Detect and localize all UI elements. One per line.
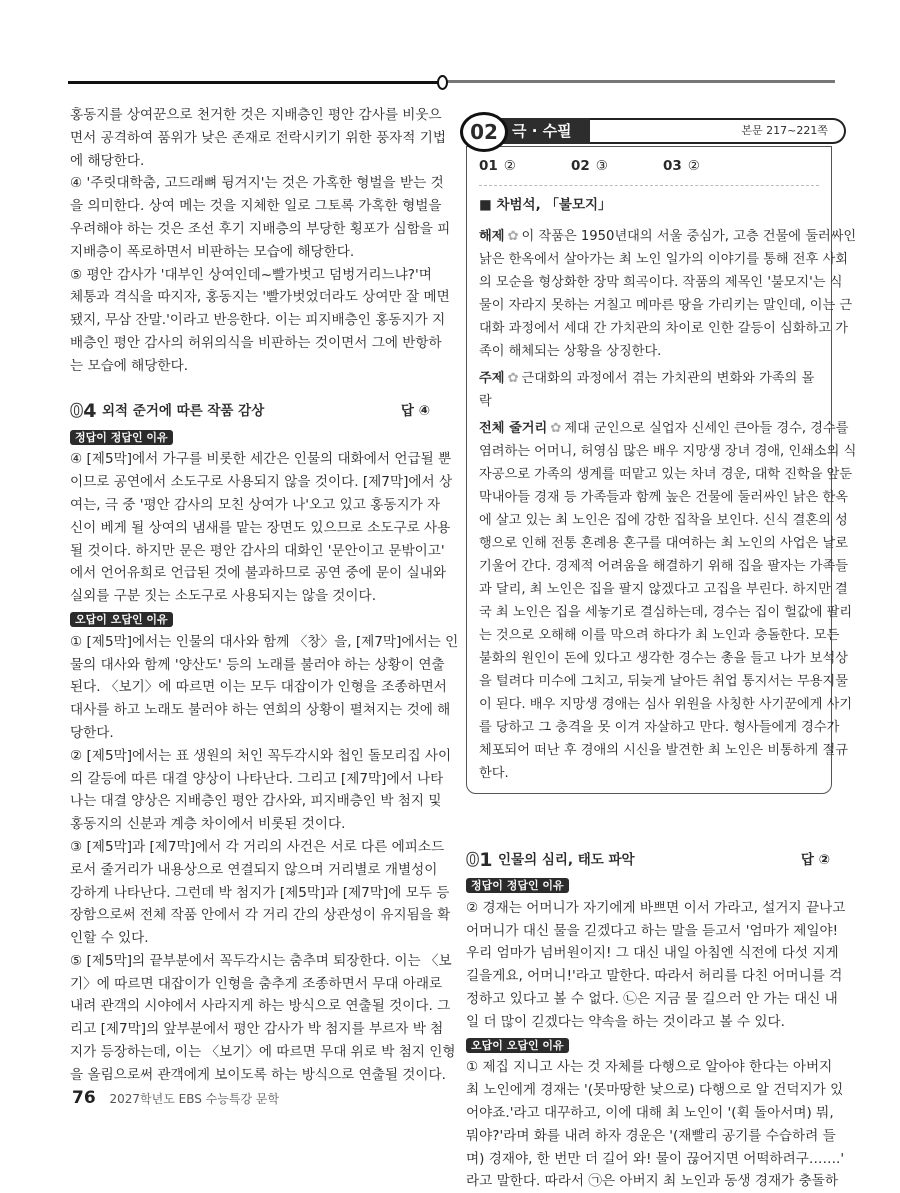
page-number: 76 <box>72 1088 96 1108</box>
text-line <box>479 486 848 509</box>
text-line <box>479 693 853 716</box>
line-text: 물의 대사와 함께 '양산도' 등의 노래를 불러야 하는 상황이 연출 <box>70 656 445 673</box>
question-heading-04 <box>70 398 430 426</box>
text-line <box>479 670 848 693</box>
line-text: 에서 언어유희로 언급된 것에 불과하므로 공연 중에 문이 실내와 <box>70 565 446 582</box>
question-title: 외적 준거에 따른 작품 감상 <box>102 403 265 420</box>
text-line <box>70 195 442 218</box>
line-text: 뭐야?'라며 화를 내려 하자 경운은 '(재빨리 공기를 수습하려 들 <box>466 1127 836 1144</box>
right-column <box>466 116 857 1193</box>
line-text: 일 더 많이 긷겠다는 약속을 하는 것이라고 볼 수 있다. <box>466 1013 785 1030</box>
answer-item <box>479 155 571 178</box>
text-line <box>466 1170 838 1193</box>
text-line <box>70 494 441 517</box>
text-line <box>466 942 839 965</box>
line-text: 자공으로 가족의 생계를 떠맡고 있는 차녀 경운, 대학 진학을 앞둔 <box>479 467 853 482</box>
line-text: 을 의미한다. 상여 메는 것을 지체한 일로 그토록 가혹한 형벌을 <box>70 198 442 215</box>
text-line <box>479 340 819 363</box>
line-text: 장함으로써 전체 작품 안에서 각 거리 간의 상관성이 유지됨을 확 <box>70 907 451 924</box>
line-text: ② [제5막]에서는 표 생원의 처인 꼭두각시와 첩인 돌모리집 사이 <box>70 747 452 764</box>
answer-question-number: 02 <box>571 157 590 174</box>
line-text: 배층인 평안 감사의 허위의식을 비판하는 것이면서 그에 반항하 <box>70 334 442 351</box>
line-text: 리고 [제7막]의 앞부분에서 평안 감사가 박 첨지를 부르자 박 첨 <box>70 1021 444 1038</box>
text-line <box>466 1056 833 1079</box>
line-text: 에 해당한다. <box>70 152 145 169</box>
correct-reason-badge: 정답이 정답인 이유 <box>70 430 173 445</box>
text-line <box>466 1102 834 1125</box>
line-text: 체통과 격식을 따지자, 홍동지는 '빨가벗었더라도 상여만 잘 메면 <box>70 289 450 306</box>
top-rule-right <box>446 80 835 83</box>
text-line <box>70 540 445 563</box>
theme <box>479 367 819 413</box>
summary-box <box>466 146 857 794</box>
answer-choice: ② <box>503 157 516 174</box>
text-line <box>466 1148 845 1171</box>
section-number: 02 <box>460 112 508 152</box>
text-line <box>70 631 459 654</box>
text-line <box>70 585 430 608</box>
text-line <box>479 294 853 317</box>
line-text: ② 경재는 어머니가 자기에게 바쁘면 이서 가라고, 설거지 끝나고 <box>466 899 846 916</box>
line-text: 길을게요, 어머니!'라고 말한다. 따라서 허리를 다친 어머니를 걱 <box>466 968 843 985</box>
line-text: 실외를 구분 짓는 소도구로 사용되지는 않을 것이다. <box>70 588 377 605</box>
line-text: 우리 엄마가 넘버원이지! 그 대신 내일 아침엔 식전에 다섯 지게 <box>466 945 839 962</box>
gear-bullet-icon: ✿ <box>507 371 519 386</box>
answer-key <box>479 153 819 179</box>
line-text: 막내아들 경재 등 가족들과 함께 높은 건물에 둘러싸인 낡은 한옥 <box>479 490 848 505</box>
line-text: 면서 공격하여 품위가 낮은 존재로 전락시키기 위한 풍자적 기법 <box>70 129 446 146</box>
text-line <box>70 355 430 378</box>
text-line <box>70 699 451 722</box>
text-line <box>479 440 857 463</box>
text-line <box>466 1011 830 1034</box>
text-line <box>70 813 430 836</box>
text-line <box>70 973 443 996</box>
text-line <box>70 768 444 791</box>
line-text: 물이 자라지 못하는 거칠고 메마른 땅을 가리키는 말인데, 이는 근 <box>479 298 853 313</box>
line-text: 내려 관객의 시야에서 사라지게 하는 방식으로 연출될 것이다. 그 <box>70 998 451 1015</box>
text-line <box>70 127 446 150</box>
line-text: 홍동지의 신분과 계층 차이에서 비롯된 것이다. <box>70 816 346 833</box>
line-text: 족이 해체되는 상황을 상징한다. <box>479 344 662 359</box>
answer-label: 답 ④ <box>400 403 430 420</box>
line-text: 제대 군인으로 실업자 신세인 큰아들 경수, 경수를 <box>564 421 849 436</box>
line-text: 지배층이 폭로하면서 비판하는 모습에 해당한다. <box>70 243 355 260</box>
line-text: 기〉에 따르면 대잡이가 인형을 춤추게 조종하면서 무대 아래로 <box>70 975 443 992</box>
text-line <box>466 965 843 988</box>
text-line <box>70 332 442 355</box>
correct-reason-text <box>466 897 846 1034</box>
answer-choice: ② <box>687 157 700 174</box>
line-text: 라고 말한다. 따라서 ㉠은 아버지 최 노인과 동생 경재가 충돌하 <box>466 1173 838 1190</box>
answer-choice: ③ <box>595 157 608 174</box>
text-line <box>479 271 843 294</box>
line-text: 어머니가 대신 물을 긷겠다고 하는 말을 듣고서 '엄마가 제일야! <box>466 922 839 939</box>
text-line <box>479 716 840 739</box>
correct-reason-text <box>70 448 453 608</box>
text-line <box>70 904 451 927</box>
text-line <box>466 920 839 943</box>
text-line <box>70 471 453 494</box>
text-line <box>479 739 848 762</box>
line-text: ① 제집 지니고 사는 것 자체를 다행으로 알아야 한다는 아버지 <box>466 1059 833 1076</box>
correct-reason-badge: 정답이 정답인 이유 <box>466 878 569 893</box>
text-line <box>70 104 442 127</box>
wrong-reason-text <box>70 631 459 1087</box>
wrong-reason-text <box>466 1056 845 1193</box>
line-text: 과 달리, 최 노인은 집을 팔지 않겠다고 고집을 부린다. 하지만 결 <box>479 582 848 597</box>
line-text: ⑤ [제5막]의 끝부분에서 꼭두각시는 춤추며 퇴장한다. 이는 〈보 <box>70 952 452 969</box>
text-line <box>70 859 438 882</box>
commentary <box>479 225 857 363</box>
line-text: 최 노인에게 경재는 '(못마땅한 낯으로) 다행으로 알 건덕지가 있 <box>466 1082 844 1099</box>
text-line <box>70 722 430 745</box>
line-text: 는 모습에 해당한다. <box>70 357 189 374</box>
question-number: 01 <box>466 848 493 871</box>
line-text: 우려해야 하는 것은 조선 후기 지배층의 부당한 횡포가 심함을 피 <box>70 220 451 237</box>
text-line <box>70 1041 456 1064</box>
dashed-divider <box>479 185 819 186</box>
text-line <box>70 309 446 332</box>
answer-item <box>663 155 755 178</box>
text-line <box>479 647 848 670</box>
text-line <box>70 286 450 309</box>
plot-summary <box>479 417 857 785</box>
text-line <box>70 448 452 471</box>
line-text: 염려하는 어머니, 허영심 많은 배우 지망생 장녀 경애, 인쇄소의 식 <box>479 444 857 459</box>
text-line <box>70 241 430 264</box>
answer-label: 답 ② <box>800 851 830 868</box>
line-text: 체포되어 떠난 후 경애의 시신을 발견한 최 노인은 비통하게 절규 <box>479 743 848 758</box>
top-rule-left <box>68 81 441 84</box>
text-line <box>70 882 450 905</box>
text-line <box>70 927 430 950</box>
line-text: 행으로 인해 전통 혼례용 혼구를 대여하는 최 노인의 사업은 날로 <box>479 536 848 551</box>
line-text: 신이 베게 될 상여의 냄새를 맡는 장면도 있으므로 소도구로 사용 <box>70 519 451 536</box>
line-text: 될 것이다. 하지만 문은 평안 감사의 대화인 '문안이고 문밖이고' <box>70 542 445 559</box>
left-column <box>70 104 459 1087</box>
line-text: 됐지, 무삼 잔말.'이라고 반응한다. 이는 피지배층인 홍동지가 지 <box>70 312 446 329</box>
question-title: 인물의 심리, 태도 파악 <box>498 851 635 868</box>
text-line <box>70 517 451 540</box>
book-title: 2027학년도 EBS 수능특강 문학 <box>109 1092 280 1106</box>
line-text: 는 것으로 오해해 이를 막으려 하다가 최 노인과 충돌한다. 모든 <box>479 628 840 643</box>
answer-item <box>571 155 663 178</box>
line-text: 홍동지를 상여꾼으로 천거한 것은 지배층인 평안 감사를 비웃으 <box>70 107 442 123</box>
line-text: 에 살고 있는 최 노인은 집에 강한 집착을 보인다. 신식 결혼의 성 <box>479 513 848 528</box>
line-text: 여는, 극 중 '평안 감사의 모친 상여가 나'오고 있고 홍동지가 자 <box>70 496 441 513</box>
text-line <box>70 950 452 973</box>
text-line <box>479 225 857 248</box>
answer-question-number: 03 <box>663 157 682 174</box>
theme-text: 근대화의 과정에서 겪는 가치관의 변화와 가족의 몰락 <box>479 371 815 409</box>
text-line <box>70 562 446 585</box>
line-text: 을 올림으로써 관객에게 보이도록 하는 방식으로 연출될 것이다. <box>70 1066 446 1083</box>
section-header <box>466 116 830 146</box>
text-line <box>70 218 451 241</box>
line-text: 로서 줄거리가 내용상으로 연결되지 않으며 거리별로 개별성이 <box>70 861 438 878</box>
intro-text <box>70 104 451 378</box>
text-line <box>479 417 849 440</box>
text-line <box>479 578 848 601</box>
text-line <box>70 836 445 859</box>
question-heading-01 <box>466 846 830 874</box>
line-text: 대화 과정에서 세대 간 가치관의 차이로 인한 갈등이 심화하고 가 <box>479 321 848 336</box>
text-line <box>466 1079 844 1102</box>
line-text: 지가 등장하는데, 이는 〈보기〉에 따르면 무대 위로 박 첨지 인형 <box>70 1044 456 1061</box>
text-line <box>70 1064 446 1087</box>
line-text: 의 갈등에 따른 대결 양상이 나타난다. 그리고 [제7막]에서 나타 <box>70 770 444 787</box>
text-line <box>466 1125 836 1148</box>
answer-question-number: 01 <box>479 157 498 174</box>
text-line <box>479 601 853 624</box>
text-line <box>479 248 848 271</box>
text-line <box>479 555 848 578</box>
line-text: 인할 수 있다. <box>70 930 149 947</box>
text-line <box>70 1018 444 1041</box>
line-text: 낡은 한옥에서 살아가는 최 노인 일가의 이야기를 통해 전후 사회 <box>479 252 848 267</box>
line-text: ③ [제5막]과 [제7막]에서 각 거리의 사건은 서로 다른 에피소드 <box>70 838 445 855</box>
line-text: 한다. <box>479 766 509 781</box>
text-line <box>479 317 848 340</box>
line-text: 며) 경재야, 한 번만 더 길어 와! 물이 끊어지면 어떡하려구…….' <box>466 1150 845 1167</box>
gear-bullet-icon: ✿ <box>507 229 519 244</box>
line-text: 의 모순을 형상화한 장막 희곡이다. 작품의 제목인 '불모지'는 식 <box>479 275 843 290</box>
line-text: 이 된다. 배우 지망생 경애는 심사 위원을 사칭한 사기꾼에게 사기 <box>479 697 853 712</box>
line-text: 강하게 나타난다. 그런데 박 첨지가 [제5막]과 [제7막]에 모두 등 <box>70 884 450 901</box>
label: 해제 <box>479 229 505 244</box>
text-line <box>70 790 442 813</box>
theme-label: 주제 <box>479 371 505 386</box>
text-line <box>70 995 451 1018</box>
text-line <box>70 745 452 768</box>
line-text: ⑤ 평안 감사가 '대부인 상여인데~빨가벗고 덤벙거리느냐?'며 <box>70 266 432 283</box>
line-text: 어야죠.'라고 대꾸하고, 이에 대해 최 노인이 '(휙 돌아서며) 뭐, <box>466 1104 834 1121</box>
line-text: 를 당하고 그 충격을 못 이겨 자살하고 만다. 형사들에게 경수가 <box>479 720 840 735</box>
text-line <box>466 988 838 1011</box>
section-title: 극 · 수필 <box>498 118 590 144</box>
wrong-reason-badge: 오답이 오답인 이유 <box>70 612 173 627</box>
line-text: 정하고 있다고 볼 수 없다. ㉡은 지금 물 길으러 안 가는 대신 내 <box>466 990 838 1007</box>
text-line <box>70 150 430 173</box>
page-reference: 본문 217~221쪽 <box>590 118 846 144</box>
text-line <box>479 463 853 486</box>
line-text: ④ [제5막]에서 가구를 비롯한 세간은 인물의 대화에서 언급될 뿐 <box>70 451 452 468</box>
text-line <box>70 172 444 195</box>
line-text: 대사를 하고 노래도 불러야 하는 연희의 상황이 펼쳐지는 것에 해 <box>70 702 451 719</box>
text-line <box>466 897 846 920</box>
text-line <box>479 624 840 647</box>
line-text: 나는 대결 양상은 지배층인 평안 감사와, 피지배층인 박 첨지 및 <box>70 793 442 810</box>
text-line <box>479 762 819 785</box>
line-text: 된다. 〈보기〉에 따르면 이는 모두 대잡이가 인형을 조종하면서 <box>70 679 447 696</box>
line-text: 이 작품은 1950년대의 서울 중심가, 고층 건물에 둘러싸인 <box>521 229 857 244</box>
line-text: 을 털려다 미수에 그치고, 뒤늦게 날아든 취업 통지서는 무용지물 <box>479 674 848 689</box>
question-number: 04 <box>70 400 97 423</box>
text-line <box>70 264 430 287</box>
text-line <box>479 532 848 555</box>
text-line <box>70 676 447 699</box>
gear-bullet-icon: ✿ <box>550 421 562 436</box>
line-text: 불화의 원인이 돈에 있다고 생각한 경수는 총을 들고 나가 보석상 <box>479 651 848 666</box>
line-text: 국 최 노인은 집을 세놓기로 결심하는데, 경수는 집이 헐값에 팔리 <box>479 605 853 620</box>
line-text: ④ '주릿대학춤, 고드래뼈 뒹겨지'는 것은 가혹한 형벌을 받는 것 <box>70 175 444 192</box>
label: 전체 줄거리 <box>479 421 548 436</box>
line-text: 이므로 공연에서 소도구로 사용되지 않을 것이다. [제7막]에서 상 <box>70 474 453 491</box>
page-footer <box>72 1088 279 1108</box>
wrong-reason-badge: 오답이 오답인 이유 <box>466 1038 569 1053</box>
text-line <box>70 654 445 677</box>
line-text: 당한다. <box>70 724 114 741</box>
top-rule-marker <box>437 75 448 90</box>
work-title: ■ 차범석, 「불모지」 <box>479 197 612 213</box>
text-line <box>479 509 848 532</box>
line-text: 기울어 간다. 경제적 어려움을 해결하기 위해 집을 팔자는 가족들 <box>479 559 848 574</box>
line-text: ① [제5막]에서는 인물의 대사와 함께 〈창〉을, [제7막]에서는 인 <box>70 633 459 650</box>
